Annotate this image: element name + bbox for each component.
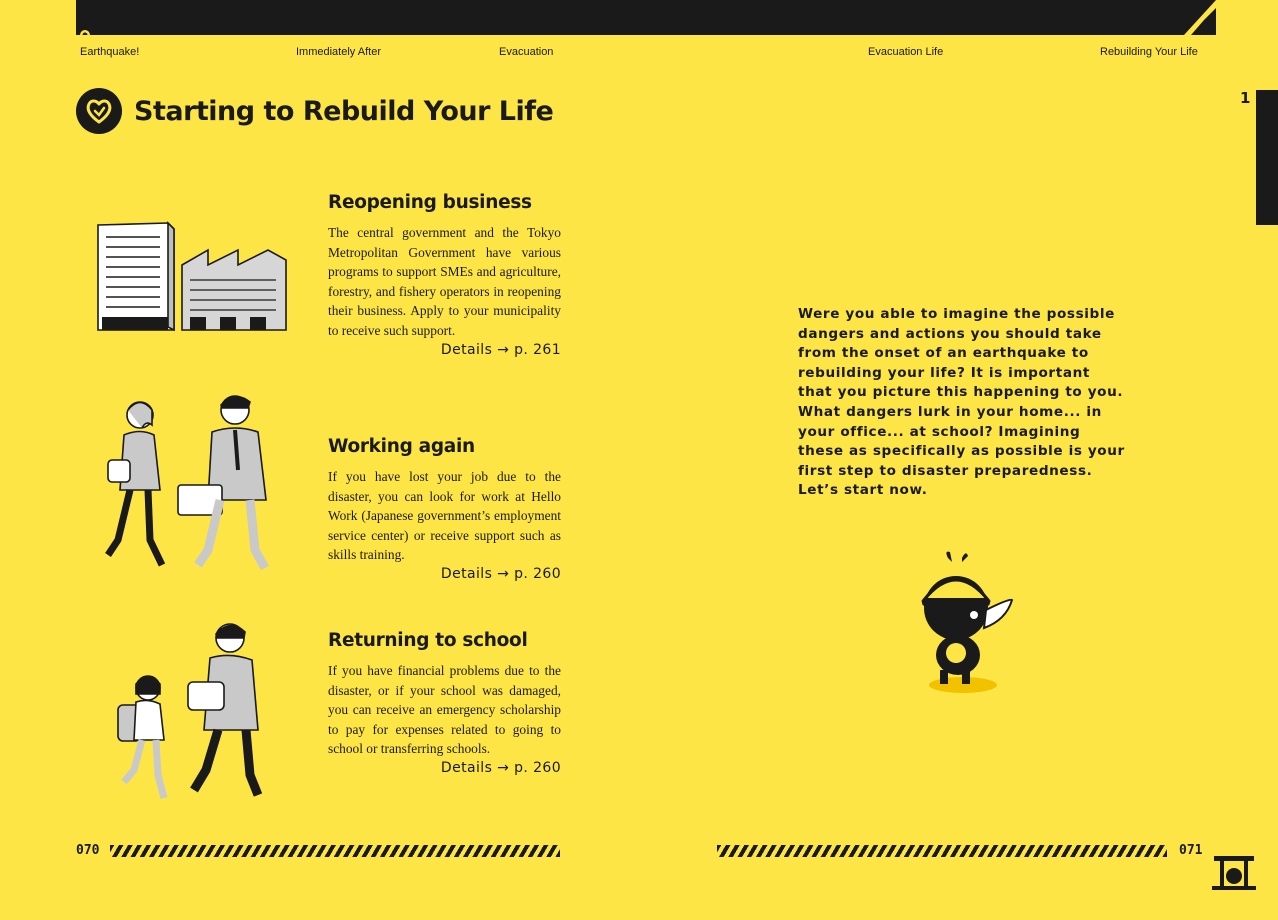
- details-link[interactable]: Details → p. 260: [440, 565, 561, 582]
- section-working-again: [328, 436, 561, 582]
- top-banner: [76, 0, 1216, 35]
- section-heading: Reopening business: [328, 192, 532, 213]
- mascot-icon: [918, 550, 1018, 695]
- section-returning-to-school: [328, 630, 561, 776]
- phase-immediately-after: Immediately After: [296, 46, 381, 58]
- section-heading: Working again: [328, 436, 475, 457]
- students-icon: [90, 620, 300, 810]
- hazard-stripe-left: [110, 845, 560, 857]
- chapter-side-tab: [1256, 90, 1278, 225]
- heart-icon: [76, 88, 122, 134]
- phase-evacuation-life: Evacuation Life: [868, 46, 944, 58]
- closing-message: Were you able to imagine the possible dangers and actions you should take from the onset of an earthquake to rebuilding your life? It is important that you picture this happening to you. What dangers lurk in your home... in your office... at school? Imagining these as specifically as possible is your first step to disaster preparedness. Let’s start now.: [798, 306, 1125, 499]
- details-link[interactable]: Details → p. 261: [440, 341, 561, 358]
- phase-rebuilding: Rebuilding Your Life: [1100, 46, 1198, 58]
- page-number-right: 071: [1179, 843, 1203, 858]
- page-header: [76, 88, 553, 134]
- chapter-number: 1: [1240, 89, 1251, 107]
- workers-icon: [90, 390, 300, 580]
- phase-earthquake: Earthquake!: [80, 46, 140, 58]
- section-reopening-business: [328, 192, 561, 358]
- section-heading: Returning to school: [328, 630, 528, 651]
- details-link[interactable]: Details → p. 260: [440, 759, 561, 776]
- buildings-icon: [90, 205, 300, 345]
- hazard-stripe-right: [717, 845, 1167, 857]
- page-number-left: 070: [76, 843, 100, 858]
- section-body: The central government and the Tokyo Metropolitan Government have various programs to support SMEs and agriculture, forestry, and fishery operators in reopening their business. Apply to your municipality to receive such support.: [328, 225, 561, 338]
- page-title: Starting to Rebuild Your Life: [134, 95, 554, 127]
- gate-emblem-icon: [1210, 852, 1258, 892]
- section-body: If you have lost your job due to the disaster, you can look for work at Hello Work (Japanese government’s employment service center) or receive support such as skills training.: [328, 469, 561, 563]
- phase-evacuation: Evacuation: [499, 46, 554, 58]
- section-body: If you have financial problems due to the disaster, or if your school was damaged, you can receive an emergency scholarship to pay for expenses related to going to school or transferring schools.: [328, 663, 561, 757]
